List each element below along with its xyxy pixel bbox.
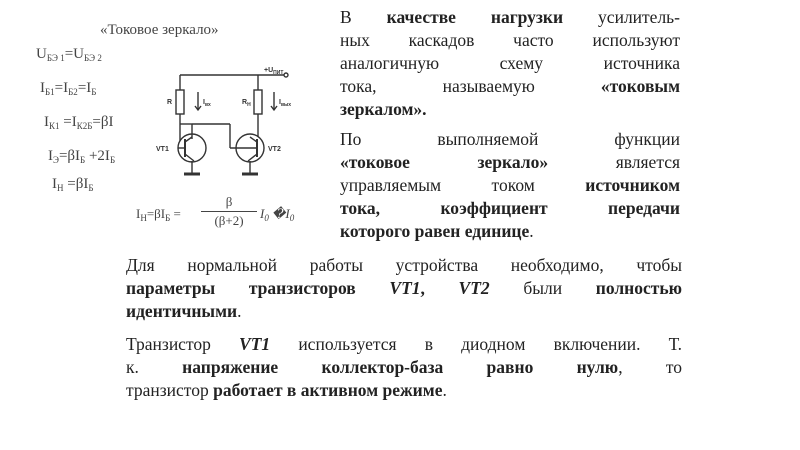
formula-in: $I_Н =\beta I_Б$ bbox=[52, 176, 94, 193]
text-line: тока, коэффициент передачи bbox=[340, 198, 680, 218]
label-r: R bbox=[167, 99, 173, 106]
resistor-rn bbox=[254, 90, 262, 114]
label-vcc: $+U_{ПИТ}$ bbox=[264, 67, 284, 76]
formula-transfer-tail: $I_0$ $�I_0$ bbox=[260, 206, 295, 223]
text-line: аналогичную схему источника bbox=[340, 53, 680, 73]
slide-title: «Токовое зеркало» bbox=[100, 22, 219, 38]
formula-ik: $I_{К1} =I_{К2Б}=\beta I$ bbox=[44, 114, 114, 131]
label-i-in: $I_{вх}$ bbox=[203, 99, 211, 108]
paragraph-load bbox=[340, 6, 680, 121]
text-line: «токовое зеркало» является bbox=[340, 152, 681, 172]
text-line: Транзистор VT1 используется в диодном включении. Т. bbox=[126, 334, 682, 354]
paragraph-diode bbox=[126, 333, 682, 402]
text-line: зеркалом». bbox=[340, 99, 427, 119]
text-line: По выполняемой функции bbox=[340, 129, 680, 149]
text-line: идентичными. bbox=[126, 301, 242, 321]
text-line: к. напряжение коллектор-база равно нулю, то bbox=[126, 357, 682, 377]
current-mirror-circuit bbox=[148, 62, 333, 190]
text-line: которого равен единице. bbox=[340, 221, 534, 241]
label-i-out: $I_{вых}$ bbox=[279, 99, 292, 108]
text-line: управляемым током источником bbox=[340, 175, 680, 195]
text-line: транзистор работает в активном режиме. bbox=[126, 380, 447, 400]
formula-ube: $U_{БЭ 1}=U_{БЭ 2}$ bbox=[36, 46, 102, 63]
supply-terminal bbox=[284, 73, 288, 77]
formula-transfer-lhs: $I_Н=\beta I_Б$ = bbox=[136, 206, 181, 223]
label-vt1: VT1 bbox=[156, 146, 169, 153]
formula-fraction: $\frac{\beta}{(\beta+2)}$ bbox=[201, 194, 257, 229]
text-line: тока, называемую «токовым bbox=[340, 76, 680, 96]
text-line: ных каскадов часто используют bbox=[340, 30, 680, 50]
text-line: параметры транзисторов VT1, VT2 были полностью bbox=[126, 278, 682, 298]
formula-ie: $I_Э=\beta I_Б +2I_Б$ bbox=[48, 148, 116, 165]
formula-ib: $I_{Б1}=I_{Б2}=I_Б$ bbox=[40, 80, 97, 97]
label-rn: $R_Н$ bbox=[242, 99, 251, 108]
paragraph-function bbox=[340, 128, 680, 243]
text-line: Для нормальной работы устройства необходимо, чтобы bbox=[126, 255, 682, 275]
paragraph-identical bbox=[126, 254, 682, 323]
label-vt2: VT2 bbox=[268, 146, 281, 153]
text-line: В качестве нагрузки усилитель- bbox=[340, 7, 680, 27]
resistor-r bbox=[176, 90, 184, 114]
